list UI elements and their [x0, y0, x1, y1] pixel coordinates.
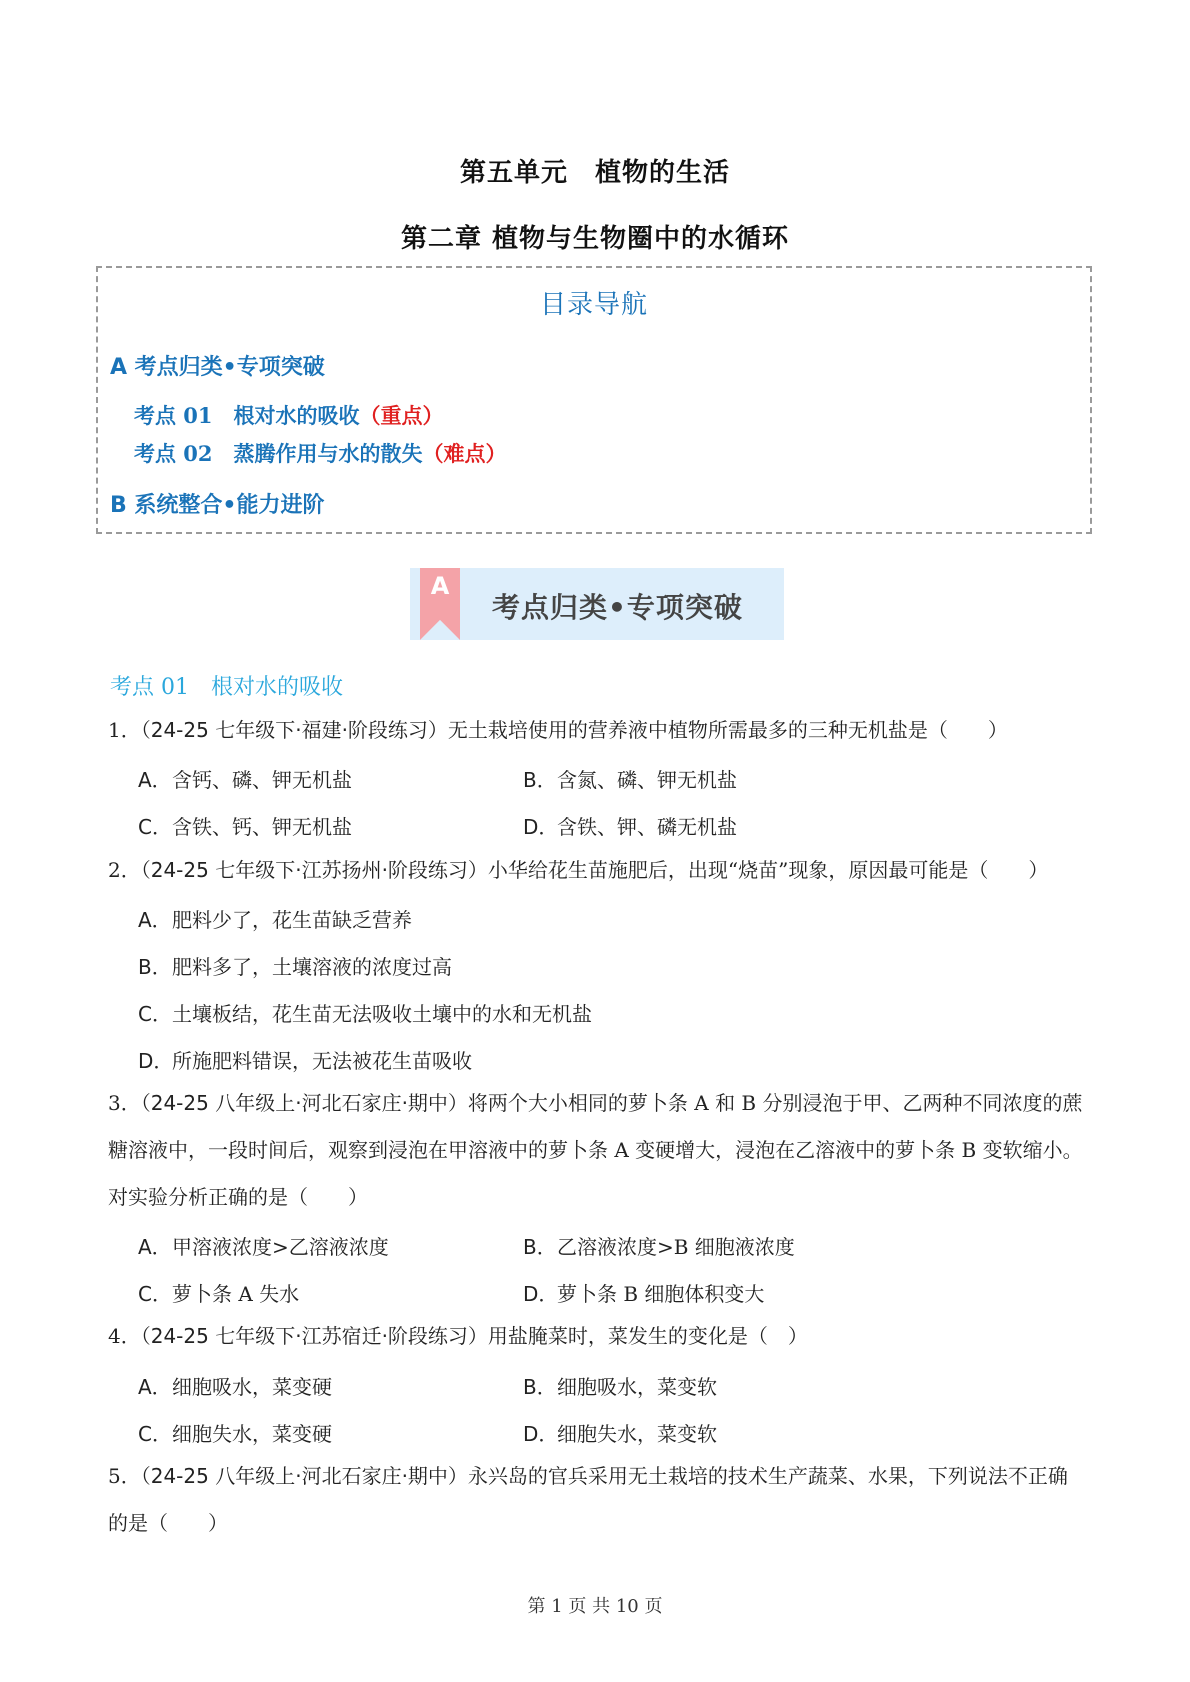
question-source: （24-25 七年级下·福建·阶段练习） — [140, 718, 448, 742]
option-text: 细胞失水，菜变硬 — [172, 1422, 332, 1446]
option-text: 细胞吸水，菜变硬 — [172, 1375, 332, 1399]
option-4b[interactable] — [523, 1371, 717, 1400]
option-letter: D． — [523, 1282, 559, 1306]
question-text: 用盐腌菜时，菜发生的变化是（ ） — [487, 1324, 808, 1348]
option-4d[interactable] — [523, 1418, 717, 1447]
option-3b[interactable] — [523, 1231, 795, 1260]
option-letter: B． — [523, 1235, 557, 1259]
section-banner — [410, 568, 784, 640]
option-4c[interactable] — [138, 1418, 332, 1447]
option-text: 萝卜条 B 细胞体积变大 — [557, 1282, 765, 1306]
option-text: 细胞吸水，菜变软 — [557, 1375, 717, 1399]
page-footer: 第 1 页 共 10 页 — [527, 1596, 663, 1617]
toc-item-tag: （难点） — [422, 441, 507, 466]
question-text: 永兴岛的官兵采用无土栽培的技术生产蔬菜、水果，下列说法不正确的是（ ） — [108, 1464, 1068, 1535]
option-letter: C． — [138, 1002, 172, 1026]
question-number: 1． — [108, 718, 141, 742]
unit-title: 第五单元 植物的生活 — [459, 158, 730, 188]
option-1b[interactable] — [523, 764, 737, 793]
question-number: 3． — [108, 1091, 141, 1115]
option-text: 甲溶液浓度>乙溶液浓度 — [172, 1235, 389, 1259]
question-4 — [108, 1313, 1083, 1360]
toc-item-tag: （重点） — [359, 403, 444, 428]
option-letter: C． — [138, 1282, 172, 1306]
question-source: （24-25 八年级上·河北石家庄·期中） — [140, 1464, 468, 1488]
question-number: 2． — [108, 858, 141, 882]
toc-item-01[interactable] — [134, 400, 444, 430]
option-letter: B． — [523, 1375, 557, 1399]
option-letter: D． — [138, 1049, 174, 1073]
toc-item-label: 考点 02 蒸腾作用与水的散失 — [134, 441, 423, 466]
option-2a[interactable] — [138, 904, 412, 933]
toc-section-a[interactable]: A 考点归类•专项突破 — [110, 355, 325, 380]
option-letter: B． — [138, 955, 172, 979]
question-1 — [108, 707, 1083, 754]
question-text: 将两个大小相同的萝卜条 A 和 B 分别浸泡于甲、乙两种不同浓度的蔗糖溶液中，一段时间后，观察到浸泡在甲溶液中的萝卜条 A 变硬增大，浸泡在乙溶液中的萝卜条 B 变软缩小。对实验分析正确的是（ ） — [108, 1091, 1083, 1209]
question-source: （24-25 七年级下·江苏扬州·阶段练习） — [140, 858, 488, 882]
option-letter: C． — [138, 815, 172, 839]
section-heading: 考点 01 根对水的吸收 — [110, 675, 343, 700]
option-text: 所施肥料错误，无法被花生苗吸收 — [172, 1049, 472, 1073]
option-letter: B． — [523, 768, 557, 792]
question-number: 4． — [108, 1324, 141, 1348]
option-text: 含钙、磷、钾无机盐 — [172, 768, 352, 792]
option-letter: D． — [523, 1422, 559, 1446]
option-text: 细胞失水，菜变软 — [557, 1422, 717, 1446]
question-text: 无土栽培使用的营养液中植物所需最多的三种无机盐是（ ） — [447, 718, 1008, 742]
toc-box — [96, 266, 1092, 534]
option-text: 土壤板结，花生苗无法吸收土壤中的水和无机盐 — [172, 1002, 592, 1026]
chapter-title: 第二章 植物与生物圈中的水循环 — [400, 224, 790, 254]
question-text: 小华给花生苗施肥后，出现“烧苗”现象，原因最可能是（ ） — [487, 858, 1049, 882]
option-text: 萝卜条 A 失水 — [172, 1282, 300, 1306]
question-3 — [108, 1080, 1083, 1221]
question-2 — [108, 847, 1083, 894]
option-letter: C． — [138, 1422, 172, 1446]
option-1d[interactable] — [523, 811, 737, 840]
toc-section-b[interactable]: B 系统整合•能力进阶 — [110, 493, 325, 518]
option-2c[interactable] — [138, 998, 592, 1027]
banner-text: 考点归类•专项突破 — [492, 591, 743, 624]
option-text: 含铁、钾、磷无机盐 — [557, 815, 737, 839]
question-source: （24-25 七年级下·江苏宿迁·阶段练习） — [140, 1324, 488, 1348]
option-letter: A． — [138, 768, 172, 792]
option-1a[interactable] — [138, 764, 352, 793]
option-3d[interactable] — [523, 1278, 764, 1307]
option-text: 肥料少了，花生苗缺乏营养 — [172, 908, 412, 932]
option-text: 肥料多了，土壤溶液的浓度过高 — [172, 955, 452, 979]
option-text: 含铁、钙、钾无机盐 — [172, 815, 352, 839]
toc-item-label: 考点 01 根对水的吸收 — [134, 403, 360, 428]
option-letter: D． — [523, 815, 559, 839]
question-5 — [108, 1453, 1083, 1547]
option-3c[interactable] — [138, 1278, 299, 1307]
question-number: 5． — [108, 1464, 141, 1488]
option-letter: A． — [138, 1375, 172, 1399]
option-text: 含氮、磷、钾无机盐 — [557, 768, 737, 792]
option-4a[interactable] — [138, 1371, 332, 1400]
option-text: 乙溶液浓度>B 细胞液浓度 — [557, 1235, 795, 1259]
option-1c[interactable] — [138, 811, 352, 840]
option-letter: A． — [138, 908, 172, 932]
option-letter: A． — [138, 1235, 172, 1259]
option-2b[interactable] — [138, 951, 452, 980]
option-3a[interactable] — [138, 1231, 389, 1260]
toc-item-02[interactable] — [134, 438, 507, 468]
toc-title: 目录导航 — [539, 290, 648, 320]
question-source: （24-25 八年级上·河北石家庄·期中） — [140, 1091, 468, 1115]
banner-letter: A — [430, 572, 450, 600]
option-2d[interactable] — [138, 1045, 472, 1074]
